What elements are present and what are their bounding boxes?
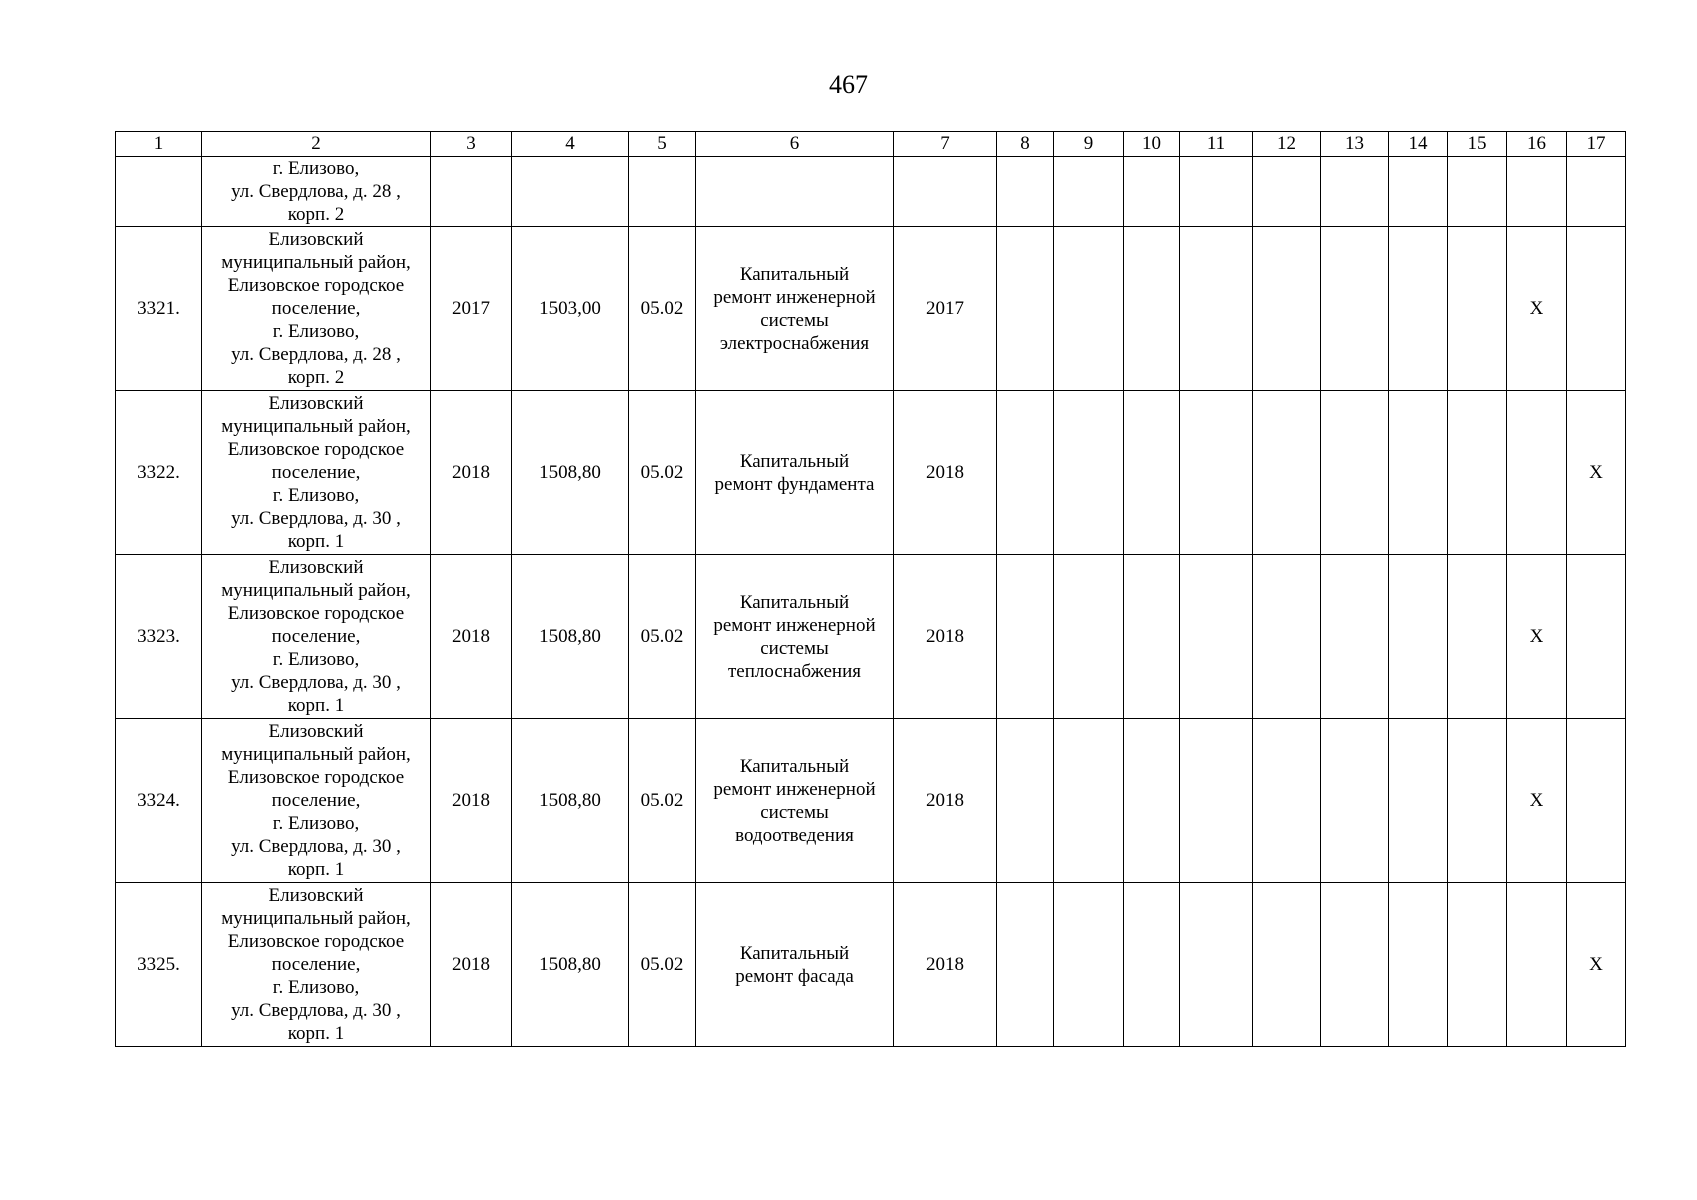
address-line: Елизовский <box>268 885 364 906</box>
column-header-6: 6 <box>696 132 894 157</box>
cell-col-16: X <box>1507 555 1567 719</box>
table-row <box>116 227 1626 391</box>
column-header-2: 2 <box>202 132 431 157</box>
cell-num: 3325. <box>116 883 202 1047</box>
cell-col-11 <box>1180 555 1253 719</box>
cell-col-11 <box>1180 227 1253 391</box>
cell-plan-year: 2018 <box>894 883 997 1047</box>
work-line: Капитальный <box>739 263 850 285</box>
cell-col-14 <box>1389 719 1448 883</box>
address-line: корп. 1 <box>287 695 345 716</box>
address-line: муниципальный район, <box>221 580 411 601</box>
cell-work-type <box>696 391 894 555</box>
cell-work-type <box>696 883 894 1047</box>
cell-col-10 <box>1124 719 1180 883</box>
cell-empty <box>1507 157 1567 227</box>
cell-year: 2018 <box>431 883 512 1047</box>
address-line: поселение, <box>271 462 361 483</box>
address-line: поселение, <box>271 790 361 811</box>
column-header-15: 15 <box>1448 132 1507 157</box>
work-line: системы <box>760 309 829 331</box>
cell-col-13 <box>1321 227 1389 391</box>
cell-col-13 <box>1321 883 1389 1047</box>
cell-col-9 <box>1054 719 1124 883</box>
cell-col-8 <box>997 883 1054 1047</box>
cell-col-8 <box>997 391 1054 555</box>
cell-col-12 <box>1253 719 1321 883</box>
address-line: муниципальный район, <box>221 252 411 273</box>
work-line: электроснабжения <box>719 332 870 354</box>
cell-col-8 <box>997 719 1054 883</box>
work-line: Капитальный <box>739 450 850 472</box>
cell-empty <box>696 157 894 227</box>
cell-work-type <box>696 719 894 883</box>
address-line: поселение, <box>271 626 361 647</box>
cell-col-12 <box>1253 391 1321 555</box>
repair-register-table <box>115 131 1626 1047</box>
cell-empty <box>894 157 997 227</box>
cell-year: 2018 <box>431 555 512 719</box>
cell-col-9 <box>1054 883 1124 1047</box>
column-header-13: 13 <box>1321 132 1389 157</box>
column-header-12: 12 <box>1253 132 1321 157</box>
address-line: ул. Свердлова, д. 28 , <box>231 344 401 365</box>
address-line: ул. Свердлова, д. 30 , <box>231 508 401 529</box>
work-line: Капитальный <box>739 942 850 964</box>
cell-plan-year: 2017 <box>894 227 997 391</box>
table-row <box>116 719 1626 883</box>
cell-area: 1508,80 <box>512 391 629 555</box>
work-line: водоотведения <box>735 824 854 846</box>
cell-col-17 <box>1567 719 1626 883</box>
address-line: ул. Свердлова, д. 30 , <box>231 1000 401 1021</box>
cell-col-13 <box>1321 391 1389 555</box>
address-line: поселение, <box>271 954 361 975</box>
address-line: корп. 1 <box>287 859 345 880</box>
cell-col-9 <box>1054 391 1124 555</box>
cell-address <box>202 555 431 719</box>
work-line: Капитальный <box>739 591 850 613</box>
address-line: Елизовское городское <box>227 439 405 460</box>
cell-col-15 <box>1448 555 1507 719</box>
column-header-7: 7 <box>894 132 997 157</box>
column-header-4: 4 <box>512 132 629 157</box>
cell-empty <box>1054 157 1124 227</box>
cell-num: 3322. <box>116 391 202 555</box>
table-row <box>116 883 1626 1047</box>
cell-col-10 <box>1124 227 1180 391</box>
cell-code: 05.02 <box>629 555 696 719</box>
column-header-3: 3 <box>431 132 512 157</box>
column-header-9: 9 <box>1054 132 1124 157</box>
address-line: г. Елизово, <box>272 977 360 998</box>
work-line: теплоснабжения <box>728 660 861 682</box>
cell-col-15 <box>1448 391 1507 555</box>
cell-address <box>202 157 431 227</box>
cell-col-10 <box>1124 883 1180 1047</box>
table-row <box>116 555 1626 719</box>
cell-empty <box>431 157 512 227</box>
address-line: Елизовский <box>268 721 364 742</box>
address-line: муниципальный район, <box>221 744 411 765</box>
cell-col-14 <box>1389 391 1448 555</box>
address-line: ул. Свердлова, д. 30 , <box>231 672 401 693</box>
address-line: ул. Свердлова, д. 30 , <box>231 836 401 857</box>
cell-col-17: X <box>1567 883 1626 1047</box>
cell-area: 1503,00 <box>512 227 629 391</box>
cell-num <box>116 157 202 227</box>
cell-code: 05.02 <box>629 391 696 555</box>
work-line: системы <box>760 801 829 823</box>
address-line: Елизовский <box>268 557 364 578</box>
cell-area: 1508,80 <box>512 555 629 719</box>
cell-empty <box>1253 157 1321 227</box>
cell-address <box>202 391 431 555</box>
cell-col-9 <box>1054 227 1124 391</box>
address-line: г. Елизово, <box>272 158 360 179</box>
column-header-11: 11 <box>1180 132 1253 157</box>
cell-col-15 <box>1448 719 1507 883</box>
cell-work-type <box>696 227 894 391</box>
column-header-1: 1 <box>116 132 202 157</box>
cell-col-13 <box>1321 555 1389 719</box>
table-row <box>116 391 1626 555</box>
cell-plan-year: 2018 <box>894 555 997 719</box>
work-line: ремонт фасада <box>735 965 854 987</box>
cell-code: 05.02 <box>629 883 696 1047</box>
cell-address <box>202 227 431 391</box>
cell-year: 2018 <box>431 391 512 555</box>
cell-col-17: X <box>1567 391 1626 555</box>
column-header-14: 14 <box>1389 132 1448 157</box>
cell-col-11 <box>1180 391 1253 555</box>
cell-empty <box>629 157 696 227</box>
cell-empty <box>1321 157 1389 227</box>
address-line: Елизовское городское <box>227 603 405 624</box>
cell-empty <box>1124 157 1180 227</box>
column-header-16: 16 <box>1507 132 1567 157</box>
column-header-5: 5 <box>629 132 696 157</box>
address-line: поселение, <box>271 298 361 319</box>
cell-num: 3323. <box>116 555 202 719</box>
address-line: г. Елизово, <box>272 485 360 506</box>
address-line: Елизовское городское <box>227 931 405 952</box>
cell-col-14 <box>1389 555 1448 719</box>
cell-empty <box>1389 157 1448 227</box>
page-number: 467 <box>829 70 868 99</box>
cell-col-16: X <box>1507 227 1567 391</box>
cell-num: 3321. <box>116 227 202 391</box>
cell-col-17 <box>1567 227 1626 391</box>
cell-area: 1508,80 <box>512 719 629 883</box>
cell-col-10 <box>1124 555 1180 719</box>
column-header-10: 10 <box>1124 132 1180 157</box>
cell-col-9 <box>1054 555 1124 719</box>
address-line: корп. 2 <box>287 367 345 388</box>
cell-empty <box>1448 157 1507 227</box>
cell-col-8 <box>997 555 1054 719</box>
work-line: ремонт инженерной <box>713 778 876 800</box>
cell-address <box>202 719 431 883</box>
cell-col-16 <box>1507 883 1567 1047</box>
cell-col-11 <box>1180 883 1253 1047</box>
cell-col-11 <box>1180 719 1253 883</box>
cell-col-17 <box>1567 555 1626 719</box>
cell-code: 05.02 <box>629 227 696 391</box>
work-line: ремонт инженерной <box>713 614 876 636</box>
address-line: муниципальный район, <box>221 908 411 929</box>
address-line: Елизовское городское <box>227 275 405 296</box>
address-line: г. Елизово, <box>272 649 360 670</box>
cell-plan-year: 2018 <box>894 391 997 555</box>
cell-empty <box>1180 157 1253 227</box>
work-line: ремонт фундамента <box>714 473 875 495</box>
address-line: Елизовский <box>268 229 364 250</box>
column-header-17: 17 <box>1567 132 1626 157</box>
cell-plan-year: 2018 <box>894 719 997 883</box>
address-line: ул. Свердлова, д. 28 , <box>231 181 401 202</box>
column-header-8: 8 <box>997 132 1054 157</box>
cell-col-15 <box>1448 883 1507 1047</box>
cell-num: 3324. <box>116 719 202 883</box>
cell-col-13 <box>1321 719 1389 883</box>
address-line: Елизовское городское <box>227 767 405 788</box>
address-line: корп. 1 <box>287 1023 345 1044</box>
address-line: корп. 1 <box>287 531 345 552</box>
cell-col-14 <box>1389 883 1448 1047</box>
cell-col-12 <box>1253 883 1321 1047</box>
continuation-row <box>116 157 1626 227</box>
cell-col-8 <box>997 227 1054 391</box>
cell-area: 1508,80 <box>512 883 629 1047</box>
cell-year: 2018 <box>431 719 512 883</box>
address-line: муниципальный район, <box>221 416 411 437</box>
work-line: системы <box>760 637 829 659</box>
address-line: корп. 2 <box>287 204 345 225</box>
cell-col-10 <box>1124 391 1180 555</box>
cell-code: 05.02 <box>629 719 696 883</box>
address-line: г. Елизово, <box>272 813 360 834</box>
cell-address <box>202 883 431 1047</box>
cell-empty <box>1567 157 1626 227</box>
cell-year: 2017 <box>431 227 512 391</box>
header-row <box>116 132 1626 157</box>
address-line: Елизовский <box>268 393 364 414</box>
cell-col-15 <box>1448 227 1507 391</box>
cell-work-type <box>696 555 894 719</box>
cell-col-14 <box>1389 227 1448 391</box>
cell-col-16 <box>1507 391 1567 555</box>
cell-col-12 <box>1253 227 1321 391</box>
cell-empty <box>997 157 1054 227</box>
work-line: ремонт инженерной <box>713 286 876 308</box>
cell-empty <box>512 157 629 227</box>
work-line: Капитальный <box>739 755 850 777</box>
cell-col-16: X <box>1507 719 1567 883</box>
cell-col-12 <box>1253 555 1321 719</box>
address-line: г. Елизово, <box>272 321 360 342</box>
